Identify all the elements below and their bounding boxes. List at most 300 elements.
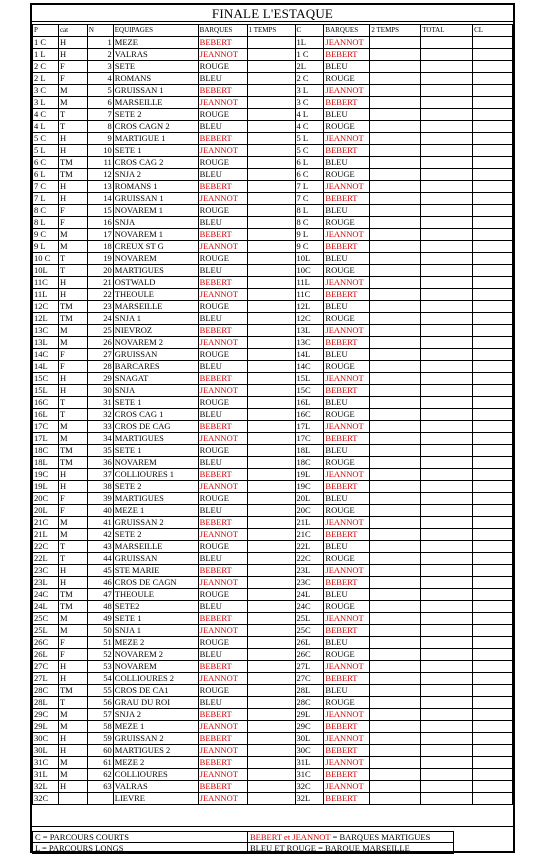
cell-number: 44 [87,553,113,565]
cell-time-2-input[interactable] [370,565,421,577]
cell-position: 3 C [33,85,59,97]
cell-barque-2: BEBERT [324,145,370,157]
cell-time-1-input[interactable] [247,181,295,193]
cell-number: 25 [87,325,113,337]
cell-time-1-input[interactable] [247,361,295,373]
cell-time-1-input[interactable] [247,589,295,601]
cell-total [421,265,473,277]
cell-rank [473,517,513,529]
cell-time-2-input[interactable] [370,97,421,109]
cell-time-2-input[interactable] [370,469,421,481]
cell-time-2-input[interactable] [370,337,421,349]
cell-barque-1: JEANNOT [198,289,247,301]
cell-barque-2: BLEU [324,109,370,121]
cell-time-1-input[interactable] [247,709,295,721]
cell-time-2-input[interactable] [370,181,421,193]
cell-barque-2: BLEU [324,589,370,601]
cell-time-1-input[interactable] [247,169,295,181]
cell-time-2-input[interactable] [370,301,421,313]
cell-position: 29L [33,721,59,733]
cell-rank [473,709,513,721]
cell-time-1-input[interactable] [247,49,295,61]
cell-number: 52 [87,649,113,661]
cell-time-2-input[interactable] [370,193,421,205]
cell-total [421,469,473,481]
cell-time-2-input[interactable] [370,757,421,769]
cell-equipage: MARTIGUES 2 [113,745,198,757]
cell-position: 7 C [33,181,59,193]
cell-barque-2: BLEU [324,253,370,265]
cell-time-2-input[interactable] [370,313,421,325]
cell-time-1-input[interactable] [247,265,295,277]
cell-time-2-input[interactable] [370,781,421,793]
cell-rank [473,733,513,745]
cell-equipage: MARTIGUE 1 [113,133,198,145]
cell-time-2-input[interactable] [370,589,421,601]
cell-course: 8 C [295,217,324,229]
cell-time-2-input[interactable] [370,241,421,253]
cell-total [421,757,473,769]
cell-equipage: CREUX ST G [113,241,198,253]
table-row [33,409,513,421]
cell-barque-2: BEBERT [324,49,370,61]
cell-time-1-input[interactable] [247,193,295,205]
cell-equipage: MARTIGUES [113,433,198,445]
cell-position: 1 L [33,49,59,61]
cell-position: 30C [33,733,59,745]
cell-rank [473,361,513,373]
cell-total [421,385,473,397]
cell-barque-1: JEANNOT [198,241,247,253]
cell-total [421,589,473,601]
cell-position: 5 L [33,145,59,157]
cell-position: 23L [33,577,59,589]
table-row [33,241,513,253]
cell-time-2-input[interactable] [370,397,421,409]
cell-course: 31C [295,769,324,781]
cell-equipage: MEZE 2 [113,757,198,769]
cell-time-1-input[interactable] [247,661,295,673]
cell-time-2-input[interactable] [370,529,421,541]
cell-time-2-input[interactable] [370,613,421,625]
cell-course: 22C [295,553,324,565]
cell-time-1-input[interactable] [247,529,295,541]
cell-total [421,745,473,757]
cell-time-2-input[interactable] [370,373,421,385]
cell-number: 1 [87,37,113,49]
cell-time-1-input[interactable] [247,229,295,241]
cell-barque-2: BLEU [324,445,370,457]
cell-time-2-input[interactable] [370,349,421,361]
cell-number: 42 [87,529,113,541]
cell-time-1-input[interactable] [247,721,295,733]
cell-barque-1: BLEU [198,217,247,229]
cell-total [421,229,473,241]
cell-total [421,301,473,313]
cell-time-2-input[interactable] [370,649,421,661]
cell-time-1-input[interactable] [247,121,295,133]
cell-category: M [58,529,87,541]
header-equipages: EQUIPAGES [113,25,198,37]
results-table [32,24,513,805]
cell-barque-2: ROUGE [324,217,370,229]
cell-time-2-input[interactable] [370,145,421,157]
cell-time-1-input[interactable] [247,205,295,217]
cell-course: 7 L [295,181,324,193]
cell-time-2-input[interactable] [370,769,421,781]
cell-category: T [58,265,87,277]
cell-time-1-input[interactable] [247,781,295,793]
cell-category: H [58,37,87,49]
cell-time-2-input[interactable] [370,289,421,301]
cell-position: 29C [33,709,59,721]
cell-course: 14L [295,349,324,361]
cell-number: 62 [87,769,113,781]
cell-position: 28L [33,697,59,709]
cell-number: 37 [87,469,113,481]
cell-course: 24L [295,589,324,601]
cell-time-1-input[interactable] [247,517,295,529]
cell-time-1-input[interactable] [247,157,295,169]
cell-time-2-input[interactable] [370,61,421,73]
cell-equipage: SNJA 1 [113,625,198,637]
cell-time-1-input[interactable] [247,793,295,805]
table-row [33,553,513,565]
cell-time-1-input[interactable] [247,541,295,553]
cell-time-1-input[interactable] [247,733,295,745]
cell-barque-2: ROUGE [324,409,370,421]
cell-total [421,649,473,661]
cell-time-1-input[interactable] [247,505,295,517]
cell-time-2-input[interactable] [370,361,421,373]
cell-total [421,349,473,361]
cell-time-2-input[interactable] [370,277,421,289]
cell-time-2-input[interactable] [370,541,421,553]
cell-rank [473,301,513,313]
cell-time-2-input[interactable] [370,793,421,805]
cell-time-2-input[interactable] [370,133,421,145]
cell-course: 14C [295,361,324,373]
cell-equipage: SNJA [113,385,198,397]
cell-time-1-input[interactable] [247,493,295,505]
cell-rank [473,229,513,241]
cell-rank [473,145,513,157]
cell-time-1-input[interactable] [247,373,295,385]
cell-time-2-input[interactable] [370,157,421,169]
cell-time-1-input[interactable] [247,85,295,97]
cell-time-1-input[interactable] [247,145,295,157]
cell-rank [473,781,513,793]
cell-rank [473,313,513,325]
cell-time-1-input[interactable] [247,37,295,49]
cell-time-2-input[interactable] [370,481,421,493]
cell-time-2-input[interactable] [370,229,421,241]
cell-position: 7 L [33,193,59,205]
cell-time-1-input[interactable] [247,289,295,301]
cell-barque-1: ROUGE [198,61,247,73]
cell-time-2-input[interactable] [370,745,421,757]
cell-barque-2: BLEU [324,541,370,553]
table-row [33,73,513,85]
cell-equipage: SNJA 1 [113,313,198,325]
cell-time-2-input[interactable] [370,253,421,265]
cell-time-1-input[interactable] [247,409,295,421]
cell-time-1-input[interactable] [247,433,295,445]
cell-course: 25L [295,613,324,625]
cell-rank [473,109,513,121]
cell-time-1-input[interactable] [247,637,295,649]
cell-category: F [58,217,87,229]
cell-barque-1: JEANNOT [198,433,247,445]
cell-barque-1: BEBERT [198,733,247,745]
cell-time-2-input[interactable] [370,709,421,721]
cell-time-1-input[interactable] [247,745,295,757]
cell-time-2-input[interactable] [370,109,421,121]
cell-category: H [58,277,87,289]
results-sheet [30,3,515,853]
cell-time-1-input[interactable] [247,253,295,265]
cell-time-2-input[interactable] [370,217,421,229]
cell-time-1-input[interactable] [247,397,295,409]
cell-time-2-input[interactable] [370,685,421,697]
cell-time-1-input[interactable] [247,109,295,121]
cell-barque-1: BLEU [198,457,247,469]
cell-time-1-input[interactable] [247,349,295,361]
cell-total [421,565,473,577]
cell-number: 20 [87,265,113,277]
cell-equipage: MARTIGUES [113,265,198,277]
cell-time-1-input[interactable] [247,73,295,85]
cell-number: 21 [87,277,113,289]
cell-time-1-input[interactable] [247,565,295,577]
table-row [33,481,513,493]
cell-course: 3 C [295,97,324,109]
cell-course: 20C [295,505,324,517]
cell-course: 12C [295,313,324,325]
cell-time-2-input[interactable] [370,73,421,85]
cell-time-2-input[interactable] [370,325,421,337]
cell-position: 28C [33,685,59,697]
cell-barque-2: BEBERT [324,97,370,109]
cell-barque-2: JEANNOT [324,133,370,145]
cell-barque-1: BEBERT [198,229,247,241]
cell-time-1-input[interactable] [247,325,295,337]
cell-barque-1: JEANNOT [198,193,247,205]
cell-position: 24C [33,589,59,601]
cell-course: 16L [295,397,324,409]
cell-time-1-input[interactable] [247,385,295,397]
cell-time-1-input[interactable] [247,133,295,145]
cell-time-2-input[interactable] [370,493,421,505]
table-row [33,673,513,685]
cell-total [421,541,473,553]
cell-rank [473,721,513,733]
cell-category: F [58,505,87,517]
cell-time-1-input[interactable] [247,697,295,709]
cell-time-1-input[interactable] [247,553,295,565]
cell-barque-1: BEBERT [198,661,247,673]
cell-barque-1: ROUGE [198,397,247,409]
cell-number: 30 [87,385,113,397]
cell-barque-1: JEANNOT [198,145,247,157]
cell-position: 26L [33,649,59,661]
cell-time-1-input[interactable] [247,445,295,457]
legend [32,831,513,854]
cell-barque-2: ROUGE [324,73,370,85]
cell-category: TM [58,445,87,457]
cell-total [421,373,473,385]
cell-equipage: COLLIOURES 1 [113,469,198,481]
cell-equipage: NOVAREM 2 [113,337,198,349]
cell-position: 12C [33,301,59,313]
cell-barque-1: BLEU [198,73,247,85]
cell-time-2-input[interactable] [370,265,421,277]
cell-barque-1: ROUGE [198,445,247,457]
cell-time-1-input[interactable] [247,577,295,589]
cell-course: 15C [295,385,324,397]
cell-time-2-input[interactable] [370,121,421,133]
cell-time-2-input[interactable] [370,409,421,421]
cell-barque-2: BEBERT [324,385,370,397]
cell-time-2-input[interactable] [370,721,421,733]
cell-equipage: SNJA 2 [113,709,198,721]
cell-time-1-input[interactable] [247,421,295,433]
legend-marseille-barques: BLEU ET ROUGE = BARQUE MARSEILLE [248,843,454,854]
cell-course: 9 L [295,229,324,241]
cell-barque-1: BEBERT [198,781,247,793]
cell-time-1-input[interactable] [247,757,295,769]
cell-time-2-input[interactable] [370,733,421,745]
cell-number: 22 [87,289,113,301]
cell-barque-1: BLEU [198,409,247,421]
cell-rank [473,85,513,97]
cell-barque-1: ROUGE [198,589,247,601]
cell-number: 41 [87,517,113,529]
cell-time-2-input[interactable] [370,37,421,49]
legend-martigues-label: = BARQUES MARTIGUES [330,832,431,842]
table-row [33,733,513,745]
cell-time-1-input[interactable] [247,481,295,493]
cell-time-2-input[interactable] [370,457,421,469]
cell-time-1-input[interactable] [247,649,295,661]
cell-time-1-input[interactable] [247,277,295,289]
cell-time-1-input[interactable] [247,301,295,313]
cell-time-1-input[interactable] [247,769,295,781]
cell-barque-2: BEBERT [324,673,370,685]
cell-time-2-input[interactable] [370,85,421,97]
cell-time-2-input[interactable] [370,625,421,637]
cell-total [421,397,473,409]
cell-time-2-input[interactable] [370,697,421,709]
cell-time-2-input[interactable] [370,505,421,517]
cell-time-1-input[interactable] [247,601,295,613]
cell-category: H [58,733,87,745]
cell-rank [473,265,513,277]
cell-time-1-input[interactable] [247,673,295,685]
cell-equipage: NOVAREM 1 [113,229,198,241]
cell-position: 23C [33,565,59,577]
cell-position: 11C [33,277,59,289]
cell-number: 59 [87,733,113,745]
cell-time-2-input[interactable] [370,673,421,685]
cell-barque-2: ROUGE [324,649,370,661]
cell-equipage: GRUISSAN 2 [113,517,198,529]
cell-rank [473,505,513,517]
cell-number [87,793,113,805]
cell-course: 30C [295,745,324,757]
table-row [33,589,513,601]
cell-time-2-input[interactable] [370,49,421,61]
cell-course: 27L [295,661,324,673]
cell-number: 33 [87,421,113,433]
cell-time-1-input[interactable] [247,685,295,697]
cell-time-2-input[interactable] [370,661,421,673]
cell-time-1-input[interactable] [247,241,295,253]
cell-time-2-input[interactable] [370,421,421,433]
cell-number: 34 [87,433,113,445]
cell-barque-1: JEANNOT [198,577,247,589]
cell-barque-1: ROUGE [198,493,247,505]
cell-rank [473,289,513,301]
cell-time-2-input[interactable] [370,637,421,649]
cell-rank [473,601,513,613]
cell-time-2-input[interactable] [370,553,421,565]
cell-time-2-input[interactable] [370,517,421,529]
cell-time-1-input[interactable] [247,313,295,325]
cell-time-1-input[interactable] [247,457,295,469]
cell-time-2-input[interactable] [370,445,421,457]
cell-time-2-input[interactable] [370,577,421,589]
table-row [33,565,513,577]
cell-position: 9 C [33,229,59,241]
cell-category: M [58,517,87,529]
cell-time-2-input[interactable] [370,169,421,181]
cell-time-2-input[interactable] [370,601,421,613]
cell-barque-1: BLEU [198,697,247,709]
table-row [33,49,513,61]
cell-course: 13C [295,337,324,349]
cell-total [421,505,473,517]
cell-total [421,553,473,565]
cell-course: 10C [295,265,324,277]
cell-course: 4 C [295,121,324,133]
cell-time-1-input[interactable] [247,625,295,637]
cell-time-2-input[interactable] [370,385,421,397]
cell-equipage: MARSEILLE [113,301,198,313]
cell-category: H [58,49,87,61]
cell-barque-2: JEANNOT [324,229,370,241]
cell-time-1-input[interactable] [247,97,295,109]
cell-time-2-input[interactable] [370,205,421,217]
cell-barque-2: JEANNOT [324,421,370,433]
cell-position: 27C [33,661,59,673]
cell-barque-1: BEBERT [198,517,247,529]
cell-category: H [58,133,87,145]
cell-number: 46 [87,577,113,589]
cell-equipage: COLLIOURES 2 [113,673,198,685]
cell-time-1-input[interactable] [247,613,295,625]
cell-position: 6 C [33,157,59,169]
cell-equipage: MEZE 1 [113,505,198,517]
cell-category: H [58,565,87,577]
cell-time-1-input[interactable] [247,217,295,229]
cell-time-2-input[interactable] [370,433,421,445]
cell-time-1-input[interactable] [247,469,295,481]
cell-time-1-input[interactable] [247,337,295,349]
cell-rank [473,553,513,565]
cell-rank [473,625,513,637]
cell-time-1-input[interactable] [247,61,295,73]
